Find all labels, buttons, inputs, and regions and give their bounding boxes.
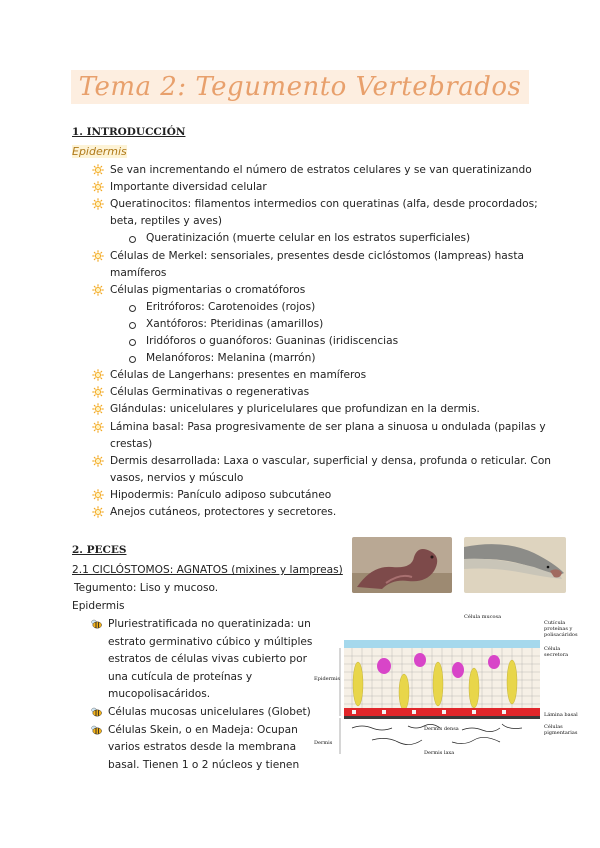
circle-bullet-icon xyxy=(129,356,136,363)
title-wrap xyxy=(0,70,600,104)
circle-bullet-icon xyxy=(129,305,136,312)
section1-heading: 1. INTRODUCCIÓN xyxy=(72,126,186,138)
list-item: Hipodermis: Panículo adiposo subcutáneo xyxy=(110,488,332,501)
sun-bullet-icon xyxy=(92,369,104,381)
list-item: estrato germinativo cúbico y múltiples xyxy=(108,635,313,648)
sun-bullet-icon xyxy=(92,455,104,467)
list-item: Pluriestratificada no queratinizada: un xyxy=(108,618,311,630)
label-dermis-densa: Dermis densa xyxy=(424,726,459,732)
list-item: Se van incrementando el número de estratos celulares y se van queratinizando xyxy=(110,164,532,176)
list-item: basal. Tienen 1 o 2 núcleos y tienen xyxy=(108,758,300,771)
list-item: Células Germinativas o regenerativas xyxy=(110,386,310,399)
sun-bullet-icon xyxy=(92,489,104,501)
bee-bullet-icon xyxy=(90,725,103,735)
lamprey-photo xyxy=(464,537,566,593)
circle-bullet-icon xyxy=(129,322,136,329)
list-item: beta, reptiles y aves) xyxy=(110,215,222,228)
label-dermis-laxa: Dermis laxa xyxy=(424,750,455,756)
list-item: varios estratos desde la membrana xyxy=(108,741,297,754)
list-item: crestas) xyxy=(110,437,153,450)
tegumento-line: Tegumento: Liso y mucoso. xyxy=(74,582,219,594)
list-item: Melanóforos: Melanina (marrón) xyxy=(146,352,316,365)
list-item: Glándulas: unicelulares y pluricelulares que profundizan en la dermis. xyxy=(110,403,480,416)
list-item: Células Skein, o en Madeja: Ocupan xyxy=(108,723,298,736)
list-item: Iridóforos o guanóforos: Guaninas (iridiscencias xyxy=(146,335,399,347)
list-item: Células de Merkel: sensoriales, presentes desde ciclóstomos (lampreas) hasta xyxy=(110,249,524,262)
list-item: una cutícula de proteínas y xyxy=(108,670,253,683)
sun-bullet-icon xyxy=(92,284,104,296)
label-celula-mucosa: Célula mucosa xyxy=(464,614,502,620)
list-item: Lámina basal: Pasa progresivamente de ser plana a sinuosa u ondulada (papilas y xyxy=(110,420,546,433)
label-celula-secretora: Célula secretora xyxy=(544,646,569,658)
sun-bullet-icon xyxy=(92,403,104,415)
sun-bullet-icon xyxy=(92,181,104,193)
circle-bullet-icon xyxy=(129,339,136,346)
section2-heading: 2. PECES xyxy=(72,544,127,556)
list-item: mucopolisacáridos. xyxy=(108,688,211,701)
list-item: Eritróforos: Carotenoides (rojos) xyxy=(146,300,316,313)
list-item: vasos, nervios y músculo xyxy=(110,471,244,484)
sun-bullet-icon xyxy=(92,506,104,518)
page-title: Tema 2: Tegumento Vertebrados xyxy=(71,70,530,104)
list-item: Células mucosas unicelulares (Globet) xyxy=(108,706,311,718)
label-epidermis: Epidermis xyxy=(314,676,340,682)
list-item: Dermis desarrollada: Laxa o vascular, superficial y densa, profunda o reticular. Con xyxy=(110,454,552,467)
epidermis-diagram xyxy=(312,612,582,762)
list-item: estratos de células vivas cubierto por xyxy=(108,653,307,666)
list-item: Queratinocitos: filamentos intermedios con queratinas (alfa, desde procordados; xyxy=(110,198,538,211)
list-item: Células de Langerhans: presentes en mamíferos xyxy=(110,369,367,382)
list-item: Anejos cutáneos, protectores y secretores. xyxy=(110,506,337,518)
list-item: Células pigmentarias o cromatóforos xyxy=(110,283,306,296)
sun-bullet-icon xyxy=(92,421,104,433)
epidermis-subheading: Epidermis xyxy=(72,145,127,158)
sun-bullet-icon xyxy=(92,250,104,262)
label-cuticula: Cutícula proteínas y polisacáridos xyxy=(544,620,578,638)
bee-bullet-icon xyxy=(90,619,103,629)
bee-bullet-icon xyxy=(90,707,103,717)
list-item: Importante diversidad celular xyxy=(110,181,267,194)
hagfish-photo xyxy=(352,537,452,593)
sun-bullet-icon xyxy=(92,198,104,210)
label-dermis: Dermis xyxy=(314,740,333,746)
sun-bullet-icon xyxy=(92,164,104,176)
circle-bullet-icon xyxy=(129,236,136,243)
list-item: Xantóforos: Pteridinas (amarillos) xyxy=(146,317,324,330)
label-lamina-basal: Lámina basal xyxy=(544,712,578,718)
agnatos-subheading: 2.1 CICLÓSTOMOS: AGNATOS (mixines y lampreas) xyxy=(72,564,343,576)
epidermis-label: Epidermis xyxy=(72,600,125,612)
list-item: Queratinización (muerte celular en los estratos superficiales) xyxy=(146,232,471,245)
label-celulas-pigmentarias: Células pigmentarias xyxy=(544,724,578,736)
list-item: mamíferos xyxy=(110,266,167,279)
sun-bullet-icon xyxy=(92,386,104,398)
